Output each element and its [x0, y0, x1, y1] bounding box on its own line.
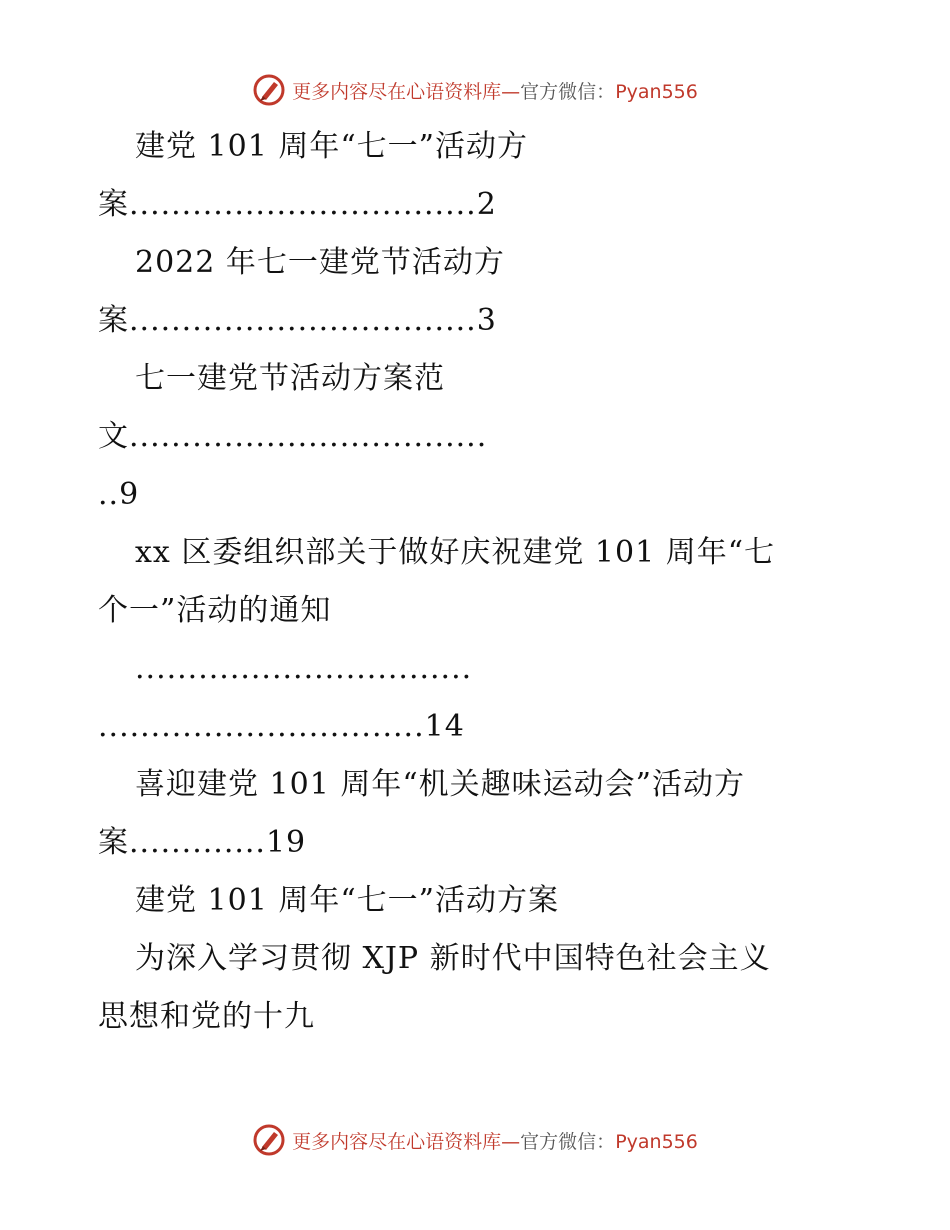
- toc-entry-5-title[interactable]: 喜迎建党 101 周年“机关趣味运动会”活动方: [135, 767, 746, 802]
- pen-circle-logo-icon: [252, 1123, 286, 1157]
- banner-text: 更多内容尽在心语资料库—官方微信：Pyan556: [292, 1130, 698, 1153]
- toc-entry-2-leader[interactable]: 案.................................3: [98, 303, 497, 338]
- footer-banner: [0, 1120, 950, 1160]
- toc-entry-3-page[interactable]: ..9: [98, 477, 140, 512]
- toc-entry-5-leader[interactable]: 案.............19: [98, 825, 307, 860]
- toc-entry-3-title[interactable]: 七一建党节活动方案范: [135, 361, 445, 396]
- toc-entry-2-title[interactable]: 2022 年七一建党节活动方: [135, 245, 505, 280]
- toc-entry-4-title-cont[interactable]: 个一”活动的通知: [98, 593, 332, 628]
- banner-text: 更多内容尽在心语资料库—官方微信：Pyan556: [292, 80, 698, 103]
- body-paragraph-line-2: 思想和党的十九: [98, 999, 315, 1034]
- body-paragraph-line-1: 为深入学习贯彻 XJP 新时代中国特色社会主义: [135, 941, 771, 976]
- section-heading: 建党 101 周年“七一”活动方案: [135, 883, 560, 918]
- toc-entry-4-page[interactable]: ...............................14: [98, 709, 465, 744]
- toc-entry-4-title[interactable]: xx 区委组织部关于做好庆祝建党 101 周年“七: [135, 535, 776, 570]
- toc-entry-4-leader[interactable]: ................................: [135, 651, 473, 686]
- toc-entry-1-leader[interactable]: 案.................................2: [98, 187, 497, 222]
- pen-circle-logo-icon: [252, 73, 286, 107]
- header-banner: [0, 70, 950, 110]
- toc-entry-3-leader[interactable]: 文..................................: [98, 419, 488, 454]
- toc-entry-1-title[interactable]: 建党 101 周年“七一”活动方: [135, 129, 529, 164]
